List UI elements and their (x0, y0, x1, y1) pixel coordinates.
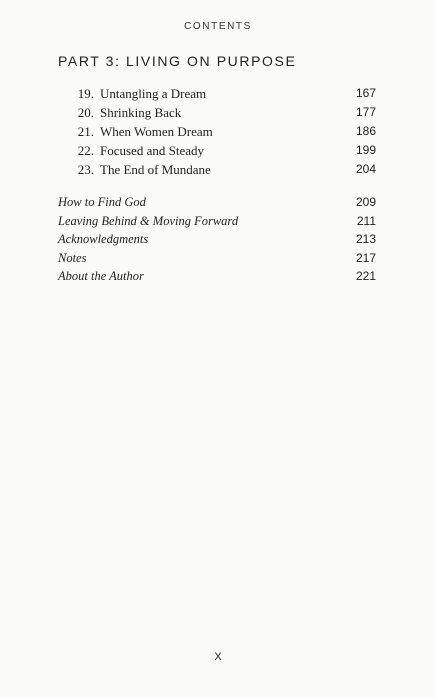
chapter-title: Focused and Steady (100, 143, 204, 158)
chapter-page-number: 186 (355, 124, 376, 138)
back-matter-page-number: 209 (355, 195, 376, 209)
chapter-number: 19. (77, 86, 94, 101)
chapter-page-number: 167 (355, 86, 376, 100)
back-matter-row (58, 212, 376, 231)
back-matter-page-number: 217 (355, 250, 376, 265)
chapter-page-number: 177 (355, 105, 376, 119)
back-matter-title: Notes (58, 250, 87, 265)
chapter-number: 21. (77, 124, 94, 139)
chapter-row (58, 122, 376, 141)
chapter-page-number: 199 (355, 143, 376, 157)
chapter-row (58, 141, 376, 160)
chapter-title: The End of Mundane (100, 162, 211, 177)
back-matter-row (58, 193, 376, 212)
back-matter-title: How to Find God (58, 195, 146, 209)
back-matter-row (58, 267, 376, 286)
chapter-title: When Women Dream (100, 124, 213, 139)
chapter-title: Untangling a Dream (100, 86, 207, 101)
back-matter-title: Acknowledgments (58, 232, 149, 246)
back-matter-title: About the Author (58, 269, 144, 283)
part-title: PART 3: LIVING ON PURPOSE (58, 53, 297, 69)
running-head: CONTENTS (184, 21, 252, 32)
back-matter-row (58, 249, 376, 268)
chapter-number: 22. (77, 143, 94, 158)
back-matter-list (58, 193, 376, 286)
back-matter-page-number: 213 (355, 232, 376, 246)
chapter-number: 23. (77, 162, 94, 177)
page-folio: X (214, 651, 222, 663)
chapter-page-number: 204 (355, 162, 376, 176)
chapter-row (58, 84, 376, 103)
back-matter-title: Leaving Behind & Moving Forward (58, 213, 239, 228)
back-matter-page-number: 211 (356, 213, 376, 228)
chapter-list (58, 84, 376, 179)
chapter-row (58, 103, 376, 122)
chapter-number: 20. (77, 105, 94, 120)
chapter-title: Shrinking Back (100, 105, 182, 120)
back-matter-row (58, 230, 376, 249)
back-matter-page-number: 221 (355, 269, 376, 283)
chapter-row (58, 160, 376, 179)
